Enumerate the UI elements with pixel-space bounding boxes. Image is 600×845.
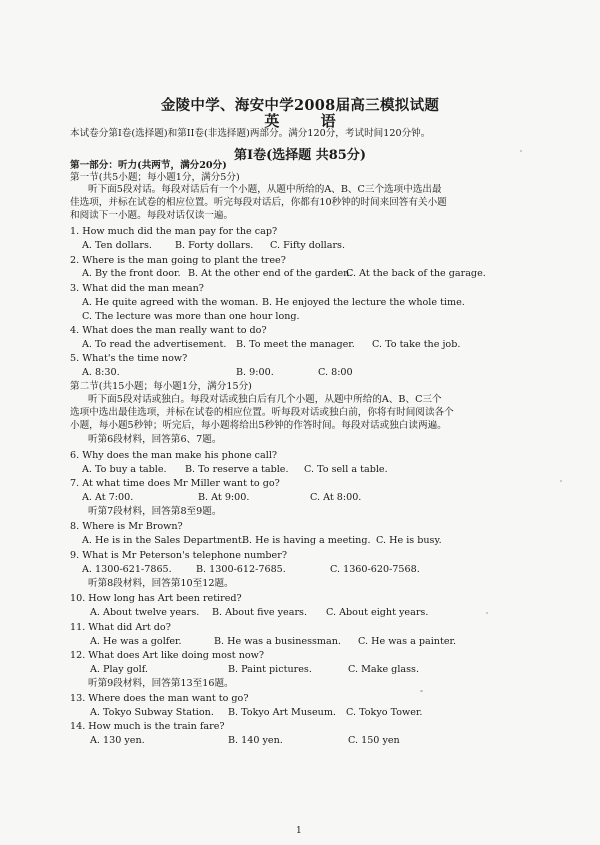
section2-heading: 第二节(共15小题；每小题1分，满分15分) <box>70 381 252 392</box>
section1-instruction-line: 佳选项，并标在试卷的相应位置。听完每段对话后，你都有10秒钟的时间来回答有关小题 <box>70 197 447 208</box>
listening-note: 听第8段材料，回答第10至12题。 <box>88 578 234 589</box>
option-b: B. To meet the manager. <box>236 339 355 350</box>
option-c: C. Tokyo Tower. <box>346 707 423 718</box>
option-c: C. He is busy. <box>376 535 442 546</box>
option-b: B. At 9:00. <box>198 492 250 503</box>
option-a: A. About twelve years. <box>90 607 200 618</box>
page-number: 1 <box>296 826 302 836</box>
question-text: 2. Where is the man going to plant the tree? <box>70 255 286 266</box>
option-c: C. Fifty dollars. <box>270 240 346 251</box>
question-text: 9. What is Mr Peterson's telephone number? <box>70 550 287 561</box>
scan-speck <box>560 480 562 482</box>
exam-intro: 本试卷分第I卷(选择题)和第II卷(非选择题)两部分。满分120分，考试时间120分钟。 <box>70 128 431 139</box>
subject-title: 英 语 <box>264 112 354 130</box>
question-text: 11. What did Art do? <box>70 622 171 633</box>
option-a: A. To buy a table. <box>82 464 167 475</box>
option-a: A. At 7:00. <box>82 492 134 503</box>
exam-title: 金陵中学、海安中学2008届高三模拟试题 <box>160 97 440 114</box>
option-a: A. He was a golfer. <box>90 636 182 647</box>
option-c: C. About eight years. <box>326 607 429 618</box>
question-text: 12. What does Art like doing most now? <box>70 650 265 661</box>
option-b: B. To reserve a table. <box>185 464 289 475</box>
option-c: C. At the back of the garage. <box>346 268 486 279</box>
option-c: C. 1360-620-7568. <box>330 564 420 575</box>
option-a: A. Ten dollars. <box>82 240 152 251</box>
option-a: A. Tokyo Subway Station. <box>90 707 214 718</box>
option-a: A. He quite agreed with the woman. <box>82 297 259 308</box>
option-b: B. He enjoyed the lecture the whole time. <box>262 297 465 308</box>
option-c: C. At 8:00. <box>310 492 362 503</box>
option-c: C. 150 yen <box>348 735 400 746</box>
scan-speck <box>420 690 423 692</box>
question-text: 5. What's the time now? <box>70 353 188 364</box>
option-b: B. 9:00. <box>236 367 274 378</box>
option-a: A. Play golf. <box>90 664 148 675</box>
listening-note: 听第7段材料，回答第8至9题。 <box>88 506 222 517</box>
section2-instruction-line: 选项中选出最佳选项，并标在试卷的相应位置。听每段对话或独白前，你将有时间阅读各个 <box>70 407 454 418</box>
option-c: C. Make glass. <box>348 664 420 675</box>
option-c: C. To take the job. <box>372 339 461 350</box>
option-c: C. He was a painter. <box>358 636 457 647</box>
question-text: 13. Where does the man want to go? <box>70 693 249 704</box>
option-a: A. 130 yen. <box>90 735 145 746</box>
section2-instruction-line: 听下面5段对话或独白。每段对话或独白后有几个小题，从题中所给的A、B、C三个 <box>88 394 442 405</box>
section1-heading: 第一节(共5小题；每小题1分，满分5分) <box>70 172 240 183</box>
section1-instruction-line: 听下面5段对话。每段对话后有一个小题，从题中所给的A、B、C三个选项中选出最 <box>88 184 442 195</box>
question-text: 8. Where is Mr Brown? <box>70 521 183 532</box>
scan-speck <box>486 612 488 614</box>
section2-instruction-line: 小题，每小题5秒钟；听完后，每小题将给出5秒钟的作答时间。每段对话或独白读两遍。 <box>70 420 447 431</box>
question-text: 14. How much is the train fare? <box>70 721 225 732</box>
question-text: 7. At what time does Mr Miller want to go? <box>70 478 280 489</box>
option-b: B. Paint pictures. <box>228 664 312 675</box>
listening-note: 听第6段材料，回答第6、7题。 <box>88 434 222 445</box>
scan-speck <box>520 150 522 152</box>
option-b: B. He was a businessman. <box>214 636 341 647</box>
option-a: A. By the front door. <box>82 268 181 279</box>
option-c: C. To sell a table. <box>304 464 388 475</box>
option-a: A. To read the advertisement. <box>82 339 227 350</box>
question-text: 1. How much did the man pay for the cap? <box>70 226 278 237</box>
scan-speck <box>300 302 302 304</box>
volume-heading: 第I卷(选择题 共85分) <box>234 148 366 163</box>
question-text: 6. Why does the man make his phone call? <box>70 450 278 461</box>
question-text: 4. What does the man really want to do? <box>70 325 267 336</box>
option-b: B. At the other end of the garden. <box>188 268 353 279</box>
question-text: 3. What did the man mean? <box>70 283 204 294</box>
listening-note: 听第9段材料，回答第13至16题。 <box>88 678 234 689</box>
option-b: B. 1300-612-7685. <box>196 564 286 575</box>
part1-heading: 第一部分：听力(共两节，满分20分) <box>70 160 227 171</box>
section1-instruction-line: 和阅读下一小题。每段对话仅读一遍。 <box>70 210 234 221</box>
option-b: B. 140 yen. <box>228 735 283 746</box>
option-b: B. Forty dollars. <box>175 240 254 251</box>
option-a: A. 1300-621-7865. <box>82 564 172 575</box>
option-c: C. The lecture was more than one hour long. <box>82 311 300 322</box>
option-b: B. He is having a meeting. <box>242 535 371 546</box>
option-b: B. About five years. <box>212 607 308 618</box>
option-c: C. 8:00 <box>318 367 353 378</box>
option-b: B. Tokyo Art Museum. <box>228 707 336 718</box>
option-a: A. He is in the Sales Department. <box>82 535 245 546</box>
option-a: A. 8:30. <box>82 367 120 378</box>
question-text: 10. How long has Art been retired? <box>70 593 242 604</box>
